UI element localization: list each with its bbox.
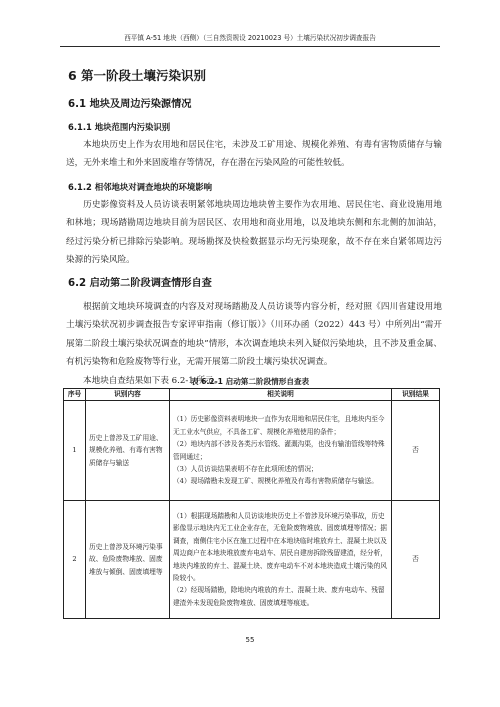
row-1-content: 历史上曾涉及工矿用途、规模化养殖、有毒有害物质储存与输送 <box>86 401 170 501</box>
section-6-1-title: 6.1 地块及周边污染源情况 <box>68 99 192 110</box>
col-header-no: 序号 <box>64 389 86 401</box>
row-2-no: 2 <box>64 501 86 619</box>
section-6-1-2-title: 6.1.2 相邻地块对调查地块的环境影响 <box>68 182 213 192</box>
row-1-desc-item-1: （1）历史影像资料表明地块一直作为农用地和居民住宅，且地块内至今无工业水气供应，不具备工矿、规模化养殖使用的条件； <box>173 415 385 436</box>
row-1-no: 1 <box>64 401 86 501</box>
page-number: 55 <box>245 636 255 644</box>
self-check-table <box>63 388 440 619</box>
col-header-result: 识别结果 <box>392 389 440 401</box>
header-rule <box>60 46 440 47</box>
section-6-1-2-text: 历史影像资料及人员访谈表明紧邻地块周边地块曾主要作为农用地、居民住宅、商业设施用地和林地；现场踏勘周边地块目前为居民区、农用地和商业用地，以及地块东侧和东北侧的加油站，经过污染分析已排除污染影响。现场勘探及快检数据显示均无污染现象，故不存在来自紧邻周边污染源的污染风险。 <box>66 200 442 266</box>
col-header-content: 识别内容 <box>86 389 170 401</box>
table-header-row <box>64 389 440 401</box>
row-1-desc-item-3: （3）人员访谈结果表明不存在此项所述的情况； <box>173 464 318 473</box>
table-row <box>64 501 440 619</box>
section-6-1-1-text: 本地块历史上作为农用地和居民住宅，未涉及工矿用途、规模化养殖、有毒有害物质储存与输送，无外来堆土和外来固废堆存等情况，存在潜在污染风险的可能性较低。 <box>66 140 442 169</box>
row-2-desc-item-2: （2）经现场踏勘，除地块内堆放的弃土、混凝土块、废弃电动车、残留建渣外未发现危险废物堆放、固废填埋等痕迹。 <box>173 586 385 607</box>
section-6-1-2-body <box>66 196 442 270</box>
table-caption: 表 6.2-1 启动第二阶段情形自查表 <box>190 377 310 386</box>
row-1-desc-item-4: （4）现场踏勘未发现工矿、规模化养殖及有毒有害物质储存与输送。 <box>173 477 378 486</box>
page-header: 西平镇 A-51 地块（西侧）（三自然资规设 20210023 号）土壤污染状况初步调查报告 <box>124 34 376 42</box>
table-row <box>64 401 440 501</box>
section-6-2-text: 根据前文地块环境调查的内容及对现场踏勘及人员访谈等内容分析，经对照《四川省建设用地土壤污染状况初步调查报告专家评审指南（修订版）》（川环办函（2022）443 号）中所列出“需开展第二阶段土壤污染状况调查的地块”情形，本次调查地块未列入疑似污染地块，且不涉及重金属、有机污染物和危险废物等行业，无需开展第二阶段土壤污染状况调查。 <box>66 302 442 368</box>
row-2-desc-item-1: （1）根据现场踏勘和人员访谈地块历史上不曾涉及环境污染事故，历史影像显示地块内无工业企业存在，无危险废物堆放、固废填埋等情况；据调查，南侧住宅小区在施工过程中在本地块临时堆放弃土、混凝土块以及周边商户在本地块堆放废弃电动车、居民自建房拆除残留建渣，经分析，地块内堆放的弃土、混凝土块、废弃电动车不对本地块造成土壤污染的风险较小。 <box>173 511 387 582</box>
section-6-1-1-body <box>66 136 442 173</box>
row-2-content: 历史上曾涉及环境污染事故、危险废物堆放、固废堆放与倾倒、固废填埋等 <box>86 501 170 619</box>
row-1-desc <box>170 401 392 501</box>
row-1-result: 否 <box>392 401 440 501</box>
col-header-desc: 相关说明 <box>170 389 392 401</box>
row-2-result: 否 <box>392 501 440 619</box>
row-1-desc-item-2: （2）地块内部不涉及各类污水管线、灌溉沟渠，也没有输油管线等特殊管网通过； <box>173 440 385 461</box>
section-6-2-title: 6.2 启动第二阶段调查情形自查 <box>68 278 212 289</box>
section-6-1-1-title: 6.1.1 地块范围内污染识别 <box>68 122 171 132</box>
section-6-2-text2: 本地块自查结果如下表 6.2-1 所示。 <box>83 375 223 386</box>
row-2-desc <box>170 501 392 619</box>
section-6-title: 6 第一阶段土壤污染识别 <box>68 68 207 83</box>
